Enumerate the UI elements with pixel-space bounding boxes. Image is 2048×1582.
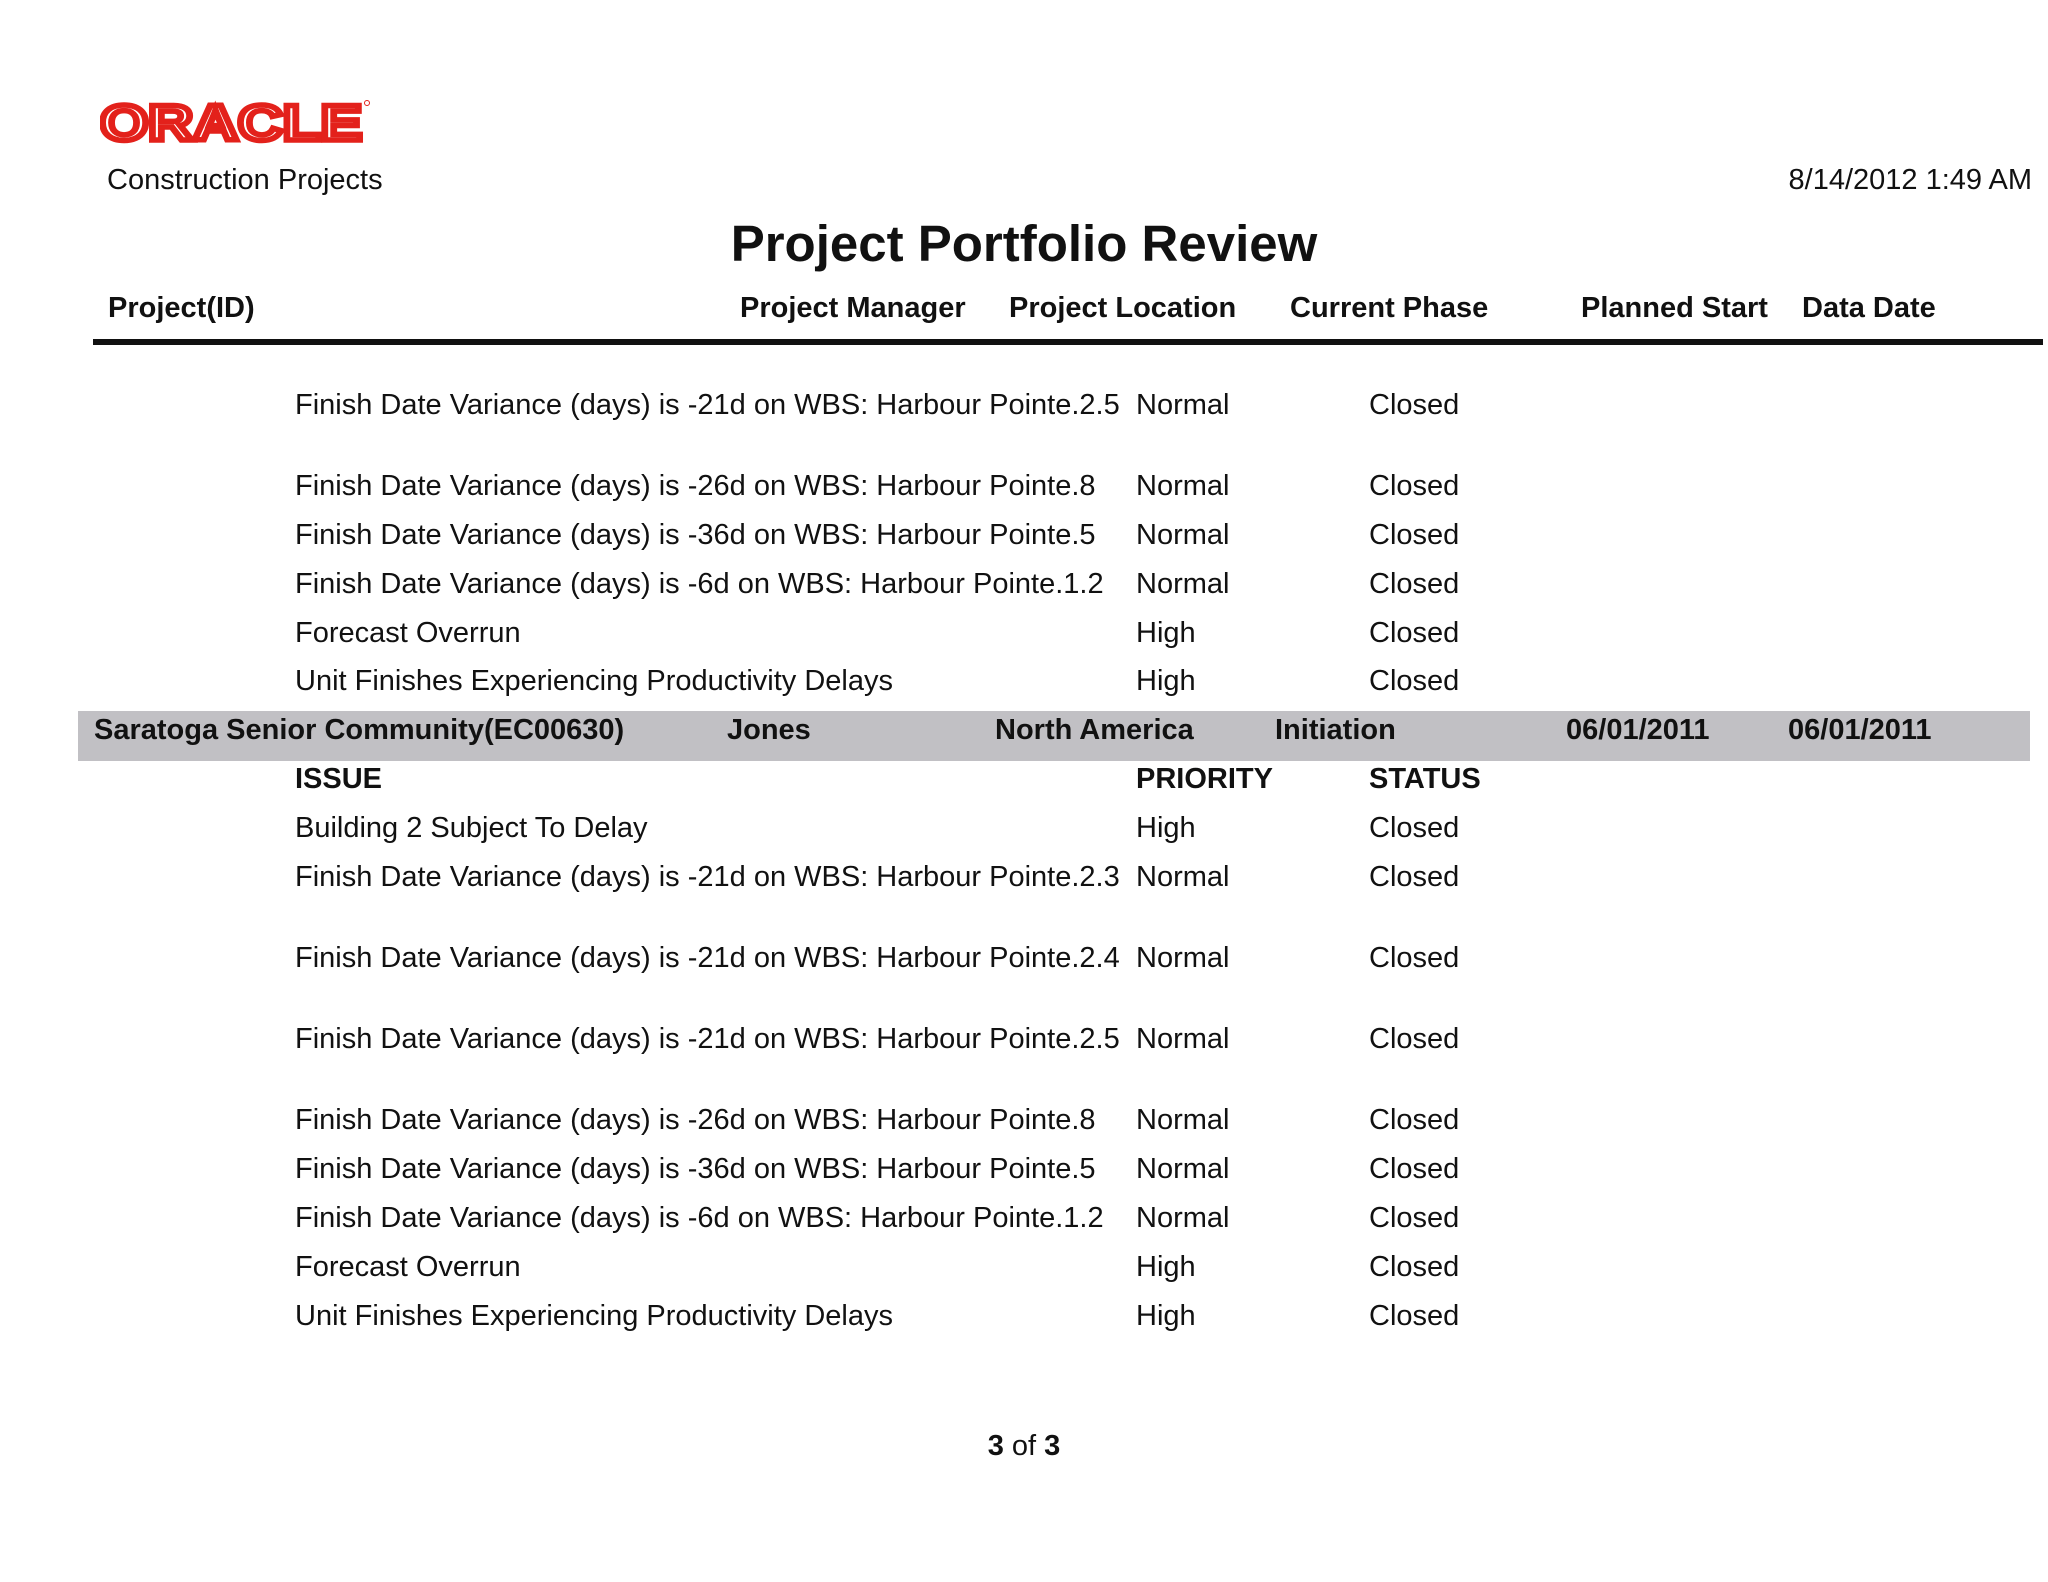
issue-status: Closed bbox=[1369, 1153, 1460, 1185]
issue-status: Closed bbox=[1369, 617, 1460, 649]
column-header-data-date: Data Date bbox=[1802, 292, 1936, 324]
issue-text: Finish Date Variance (days) is -21d on WBS: Harbour Pointe.2.5 bbox=[295, 389, 1120, 421]
issue-text: Unit Finishes Experiencing Productivity Delays bbox=[295, 665, 893, 697]
issue-priority: High bbox=[1136, 617, 1196, 649]
issue-status: Closed bbox=[1369, 389, 1460, 421]
issue-status: Closed bbox=[1369, 942, 1460, 974]
issue-status: Closed bbox=[1369, 665, 1460, 697]
issue-priority: Normal bbox=[1136, 389, 1230, 421]
column-header-manager: Project Manager bbox=[740, 292, 966, 324]
issue-status: Closed bbox=[1369, 861, 1460, 893]
report-date: 8/14/2012 1:49 AM bbox=[1788, 164, 2032, 196]
issue-text: Finish Date Variance (days) is -6d on WBS: Harbour Pointe.1.2 bbox=[295, 568, 1104, 600]
column-header-project-id: Project(ID) bbox=[108, 292, 255, 324]
issue-priority: High bbox=[1136, 1251, 1196, 1283]
page-current: 3 bbox=[987, 1430, 1004, 1462]
issue-text: Finish Date Variance (days) is -36d on WBS: Harbour Pointe.5 bbox=[295, 519, 1096, 551]
issue-priority: Normal bbox=[1136, 861, 1230, 893]
issue-status: Closed bbox=[1369, 812, 1460, 844]
issue-priority: Normal bbox=[1136, 1202, 1230, 1234]
issue-priority: Normal bbox=[1136, 568, 1230, 600]
issue-text: Finish Date Variance (days) is -26d on WBS: Harbour Pointe.8 bbox=[295, 470, 1096, 502]
issue-text: Finish Date Variance (days) is -21d on WBS: Harbour Pointe.2.3 bbox=[295, 861, 1120, 893]
project-name: Saratoga Senior Community(EC00630) bbox=[94, 714, 625, 746]
issue-priority: Normal bbox=[1136, 1023, 1230, 1055]
issue-priority: Normal bbox=[1136, 470, 1230, 502]
header-divider bbox=[93, 339, 2043, 345]
issue-status: Closed bbox=[1369, 568, 1460, 600]
issue-priority: Normal bbox=[1136, 1153, 1230, 1185]
issue-priority: High bbox=[1136, 812, 1196, 844]
issue-status: Closed bbox=[1369, 1104, 1460, 1136]
page-total: 3 bbox=[1044, 1430, 1061, 1462]
issue-text: Unit Finishes Experiencing Productivity Delays bbox=[295, 1300, 893, 1332]
page-number bbox=[0, 1430, 2048, 1463]
issue-priority: Normal bbox=[1136, 942, 1230, 974]
issue-column-header: ISSUE bbox=[295, 763, 383, 795]
issue-priority: Normal bbox=[1136, 1104, 1230, 1136]
oracle-logo-text: ORACLE bbox=[100, 98, 362, 146]
issue-status: Closed bbox=[1369, 519, 1460, 551]
project-location: North America bbox=[995, 714, 1194, 746]
priority-column-header: PRIORITY bbox=[1136, 763, 1273, 795]
issue-status: Closed bbox=[1369, 1023, 1460, 1055]
status-column-header: STATUS bbox=[1369, 763, 1481, 795]
issue-text: Forecast Overrun bbox=[295, 1251, 521, 1283]
column-header-phase: Current Phase bbox=[1290, 292, 1489, 324]
page-separator: of bbox=[1011, 1430, 1037, 1462]
oracle-logo bbox=[100, 98, 370, 146]
issue-text: Finish Date Variance (days) is -6d on WBS: Harbour Pointe.1.2 bbox=[295, 1202, 1104, 1234]
report-title: Project Portfolio Review bbox=[730, 215, 1318, 272]
project-data-date: 06/01/2011 bbox=[1788, 714, 1932, 746]
issue-status: Closed bbox=[1369, 1300, 1460, 1332]
project-phase: Initiation bbox=[1275, 714, 1396, 746]
issue-priority: Normal bbox=[1136, 519, 1230, 551]
project-manager: Jones bbox=[727, 714, 811, 746]
issue-text: Building 2 Subject To Delay bbox=[295, 812, 648, 844]
issue-priority: High bbox=[1136, 665, 1196, 697]
report-subtitle: Construction Projects bbox=[107, 164, 383, 196]
issue-text: Finish Date Variance (days) is -21d on WBS: Harbour Pointe.2.4 bbox=[295, 942, 1120, 974]
issue-status: Closed bbox=[1369, 470, 1460, 502]
column-header-planned-start: Planned Start bbox=[1581, 292, 1768, 324]
issue-status: Closed bbox=[1369, 1202, 1460, 1234]
issue-priority: High bbox=[1136, 1300, 1196, 1332]
column-header-location: Project Location bbox=[1009, 292, 1237, 324]
issue-status: Closed bbox=[1369, 1251, 1460, 1283]
issue-text: Forecast Overrun bbox=[295, 617, 521, 649]
project-planned-start: 06/01/2011 bbox=[1566, 714, 1710, 746]
issue-text: Finish Date Variance (days) is -36d on WBS: Harbour Pointe.5 bbox=[295, 1153, 1096, 1185]
issue-text: Finish Date Variance (days) is -26d on WBS: Harbour Pointe.8 bbox=[295, 1104, 1096, 1136]
issue-text: Finish Date Variance (days) is -21d on WBS: Harbour Pointe.2.5 bbox=[295, 1023, 1120, 1055]
